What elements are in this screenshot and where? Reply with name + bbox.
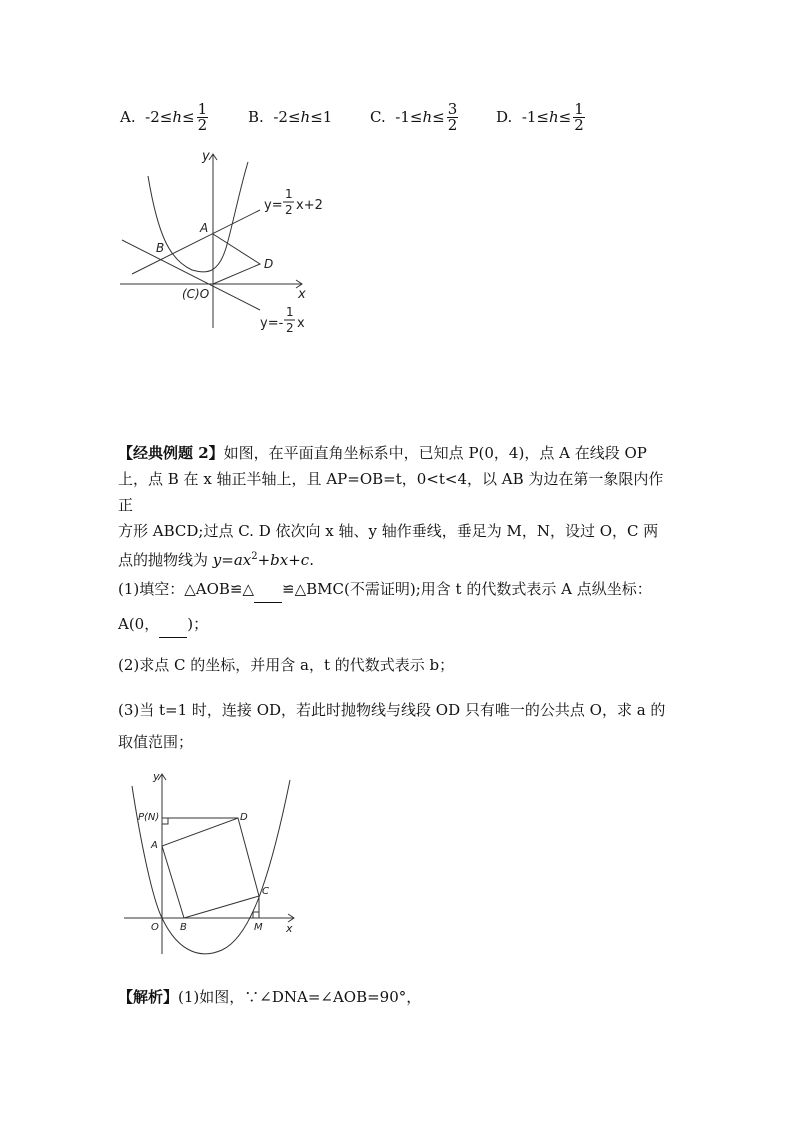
answer-blank[interactable]: [254, 576, 282, 603]
x-axis-label: x: [286, 922, 293, 935]
analysis-text: (1)如图，∵∠DNA=∠AOB=90°，: [178, 988, 422, 1006]
label-c: C: [262, 886, 269, 897]
option-letter: D.: [496, 108, 513, 126]
label-a: A: [151, 840, 158, 851]
figure-1-graph: [110, 148, 340, 348]
fraction-denominator: 2: [197, 115, 208, 134]
option-b: [248, 95, 332, 139]
option-letter: C.: [370, 108, 386, 126]
example-text-4a: 点的抛物线为: [118, 551, 213, 569]
option-tail: 1: [322, 108, 333, 126]
option-var: h: [422, 108, 433, 126]
label-d: D: [264, 257, 274, 271]
line-half-x-plus-2: [132, 210, 260, 274]
question-3: [118, 697, 678, 755]
option-fraction: [447, 99, 459, 134]
y-axis-label: y: [153, 770, 160, 783]
q1-line-1: [118, 576, 678, 603]
right-angle-mark-n: [162, 818, 168, 824]
option-var: h: [172, 108, 183, 126]
example-line-1: [118, 440, 678, 466]
option-prefix: -1≤: [521, 108, 549, 126]
line2-denominator: 2: [286, 321, 294, 335]
example-line-3: [118, 518, 678, 544]
option-d: [496, 95, 585, 139]
y-axis-label: y: [202, 149, 210, 164]
fraction-numerator: 3: [447, 99, 458, 118]
question-2: [118, 652, 678, 678]
q1-text-d: )；: [187, 615, 209, 633]
answer-blank[interactable]: [159, 611, 187, 638]
label-m: M: [254, 922, 263, 933]
option-rel: ≤: [310, 108, 323, 126]
example-tag: 【经典例题 2】: [118, 444, 224, 462]
option-c: [370, 95, 458, 139]
option-var: h: [549, 108, 559, 126]
q1-text-a: (1)填空：△AOB≌△: [118, 580, 255, 598]
equation-part: +bx+c: [257, 551, 310, 569]
fraction-numerator: 1: [574, 99, 584, 118]
example-text-2: 上，点 B 在 x 轴正半轴上，且 AP=OB=t，0<t<4，以 AB 为边在第一象限内作正: [118, 470, 664, 514]
line1-prefix: y=: [264, 198, 283, 213]
right-angle-mark-m: [253, 912, 259, 918]
option-letter: A.: [120, 108, 136, 126]
label-d: D: [240, 812, 248, 823]
option-rel: ≤: [432, 108, 445, 126]
triangle-ad-od: [213, 234, 260, 284]
q1-text-c: A(0，: [118, 615, 160, 633]
q3-text-2: 取值范围；: [118, 733, 194, 751]
label-pn: P(N): [138, 812, 160, 823]
option-a: [120, 95, 208, 139]
option-prefix: -2≤: [145, 108, 173, 126]
example-text-3: 方形 ABCD;过点 C. D 依次向 x 轴、y 轴作垂线，垂足为 M，N，设过 O，C 两: [118, 522, 659, 540]
option-letter: B.: [248, 108, 264, 126]
option-rel: ≤: [182, 108, 195, 126]
fraction-denominator: 2: [447, 115, 458, 134]
analysis-tag: 【解析】: [118, 988, 179, 1006]
option-prefix: -2≤: [273, 108, 301, 126]
parabola-curve: [148, 162, 248, 272]
example-problem: [118, 440, 678, 573]
x-axis-label: x: [298, 287, 306, 302]
equation-part: y=ax: [212, 551, 252, 569]
fraction-denominator: 2: [574, 115, 584, 134]
fraction-numerator: 1: [197, 99, 208, 118]
figure-2-graph: [118, 768, 308, 958]
line1-suffix: x+2: [296, 198, 323, 213]
label-b: B: [180, 922, 187, 933]
option-fraction: [197, 99, 209, 134]
label-o: O: [151, 922, 159, 933]
q1-text-b: ≌△BMC(不需证明);用含 t 的代数式表示 A 点纵坐标：: [282, 580, 652, 598]
q1-line-2: [118, 611, 678, 638]
q2-text: (2)求点 C 的坐标，并用含 a，t 的代数式表示 b；: [118, 656, 455, 674]
example-line-2: [118, 466, 678, 518]
line2-numerator: 1: [286, 305, 294, 319]
equation-period: .: [309, 551, 314, 569]
example-line-4: [118, 544, 678, 573]
equation-exponent: 2: [251, 551, 258, 562]
label-a: A: [200, 221, 209, 235]
line2-prefix: y=-: [260, 316, 284, 331]
label-b: B: [156, 241, 165, 255]
example-text-1: 如图，在平面直角坐标系中，已知点 P(0，4)，点 A 在线段 OP: [223, 444, 647, 462]
option-fraction: [573, 99, 585, 134]
analysis: [118, 984, 678, 1010]
label-c-o: (C)O: [182, 287, 210, 301]
question-1: [118, 576, 678, 638]
q3-text-1: (3)当 t=1 时，连接 OD，若此时抛物线与线段 OD 只有唯一的公共点 O，求 a 的: [118, 701, 666, 719]
square-abcd: [162, 818, 259, 918]
option-prefix: -1≤: [395, 108, 423, 126]
option-rel: ≤: [558, 108, 572, 126]
option-var: h: [300, 108, 311, 126]
line1-numerator: 1: [285, 187, 293, 201]
line2-suffix: x: [297, 316, 305, 331]
line1-denominator: 2: [285, 203, 293, 217]
